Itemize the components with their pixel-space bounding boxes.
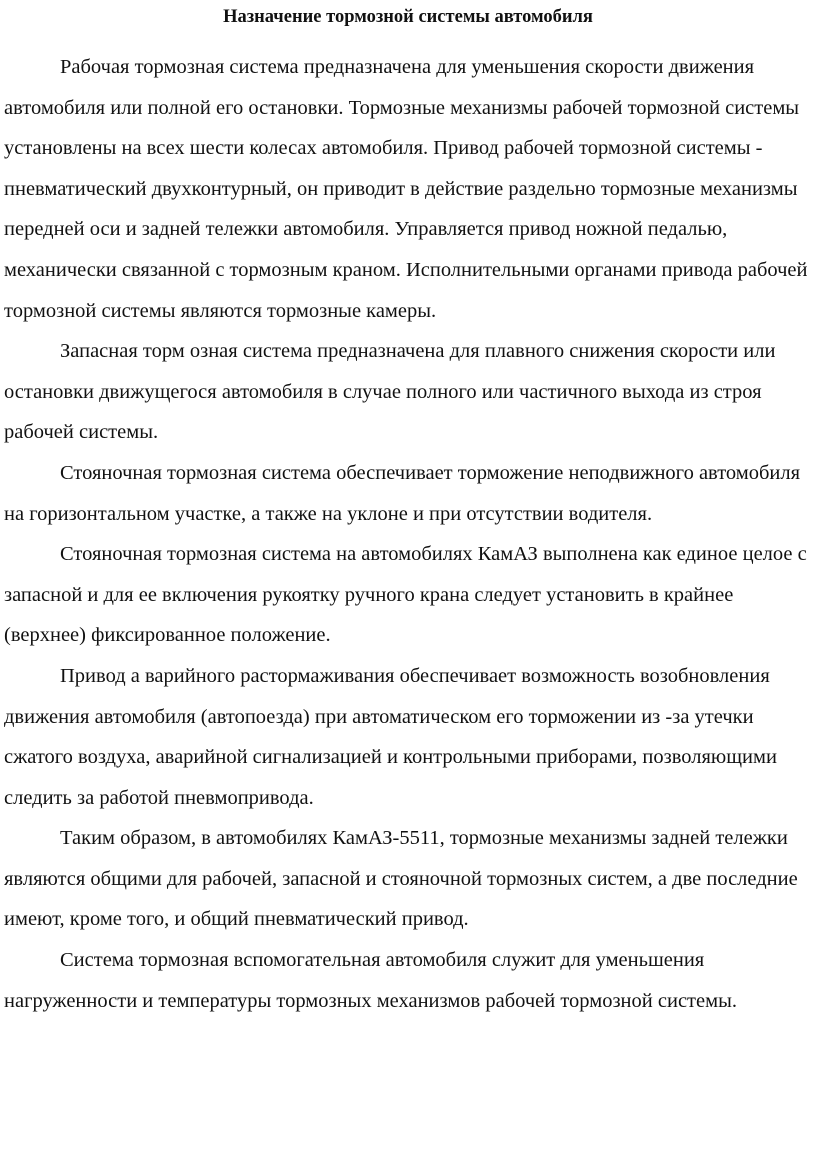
paragraph-auxiliary-brake: Система тормозная вспомогательная автомобиля служит для уменьшения нагруженности и температуры тормозных механизмов рабочей тормозной системы. [4, 949, 737, 1012]
document-title: Назначение тормозной системы автомобиля [223, 7, 593, 27]
paragraph-parking-brake-kamaz: Стояночная тормозная система на автомобилях КамАЗ выполнена как единое целое с запасной и для ее включения рукоятку ручного крана следует установить в крайнее (верхнее) фиксированное положение. [4, 543, 807, 647]
paragraph-emergency-release: Привод а варийного растормаживания обеспечивает возможность возобновления движения автомобиля (автопоезда) при автоматическом его торможении из -за утечки сжатого воздуха, аварийной сигнализацией и контрольными приборами, позволяющими следить за работой пневмопривода. [4, 664, 777, 809]
paragraph-reserve-brake: Запасная торм озная система предназначена для плавного снижения скорости или остановки движущегося автомобиля в случае полного или частичного выхода из строя рабочей системы. [4, 340, 776, 444]
paragraph-service-brake: Рабочая тормозная система предназначена для уменьшения скорости движения автомобиля или полной его остановки. Тормозные механизмы рабочей тормозной системы установлены на всех шести колесах автомобиля. Привод рабочей тормозной системы - пневматический двухконтурный, он приводит в действие раздельно тормозные механизмы передней оси и задней тележки автомобиля. Управляется привод ножной педалью, механически связанной с тормозным краном. Исполнительными органами привода рабочей тормозной системы являются тормозные камеры. [4, 56, 808, 322]
paragraph-summary: Таким образом, в автомобилях КамАЗ-5511, тормозные механизмы задней тележки являются общими для рабочей, запасной и стояночной тормозных систем, а две последние имеют, кроме того, и общий пневматический привод. [4, 827, 798, 931]
paragraph-parking-brake: Стояночная тормозная система обеспечивает торможение неподвижного автомобиля на горизонтальном участке, а также на уклоне и при отсутствии водителя. [4, 461, 801, 525]
